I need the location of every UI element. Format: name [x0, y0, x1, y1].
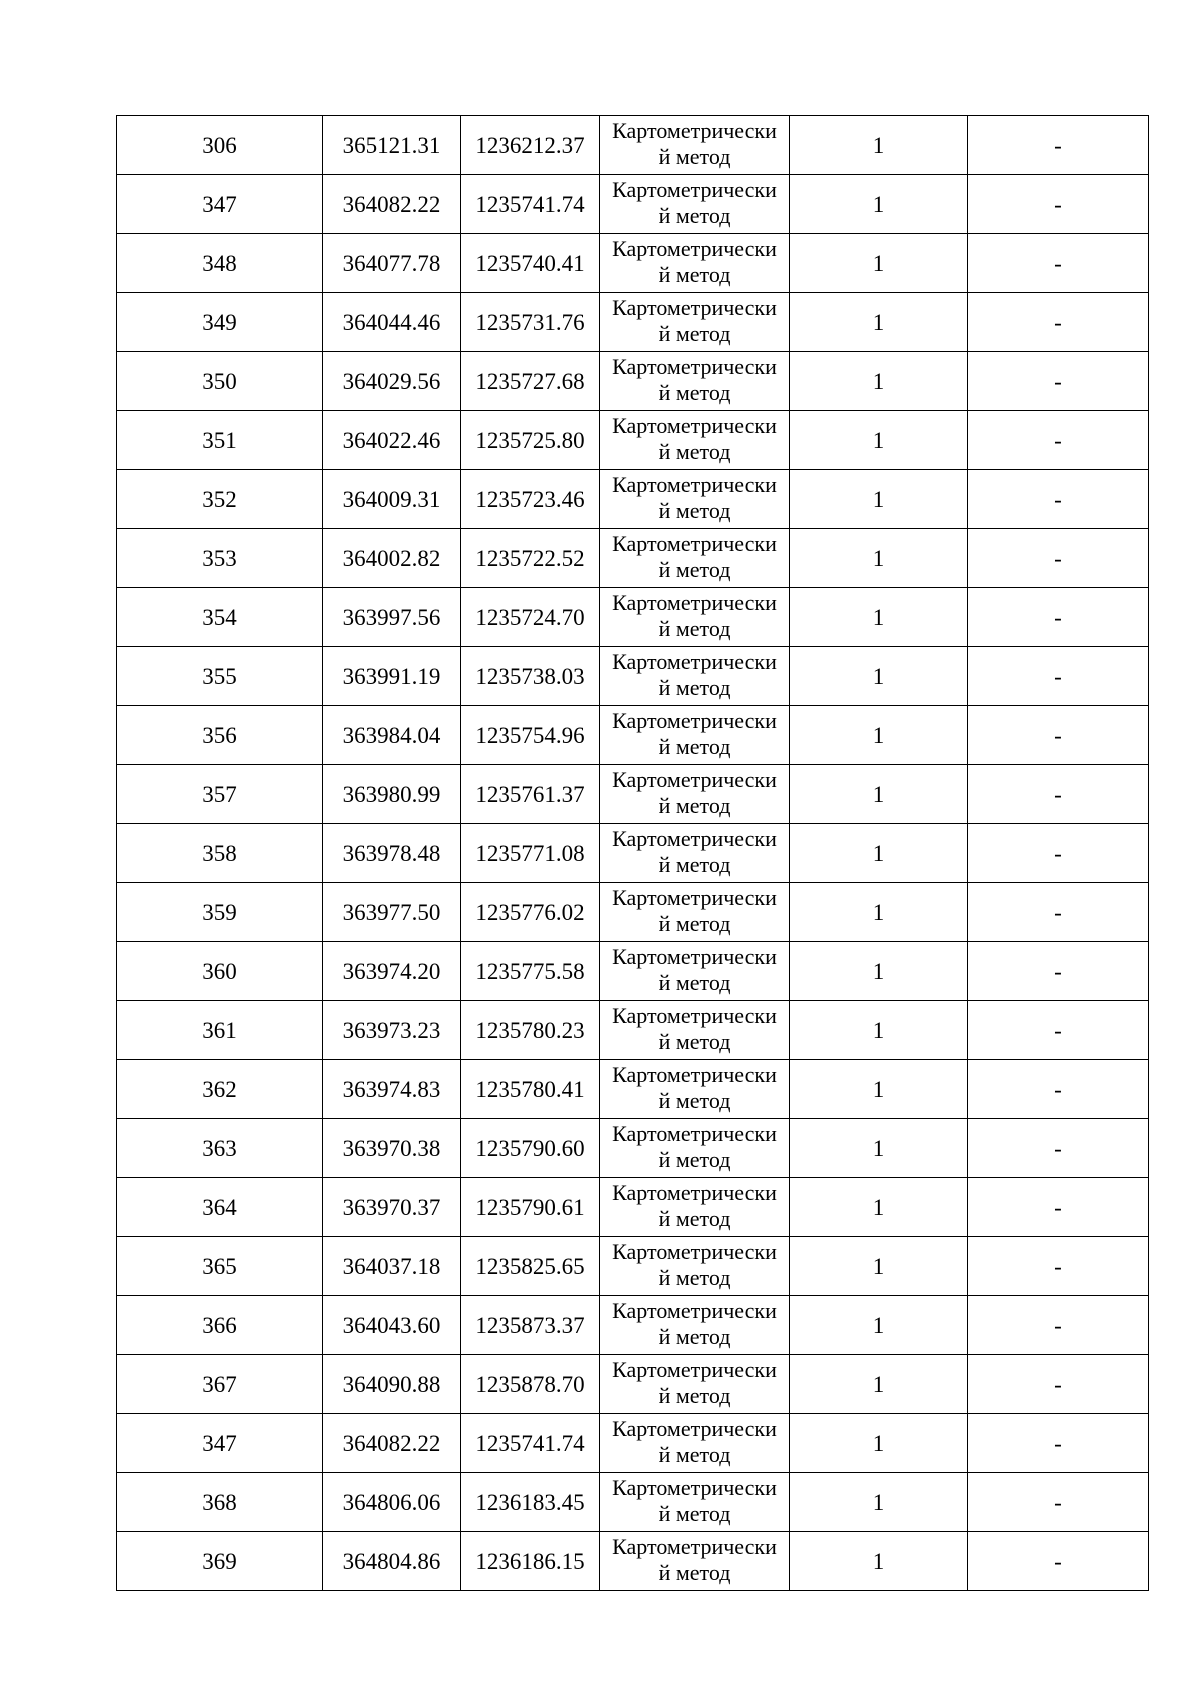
x-coordinate-cell: 364009.31 [323, 470, 461, 529]
y-coordinate-cell: 1235780.41 [461, 1060, 600, 1119]
method-line-2: й метод [658, 321, 731, 346]
note-cell: - [968, 1060, 1149, 1119]
note-cell: - [968, 1414, 1149, 1473]
method-cell [600, 234, 790, 293]
method-line-2: й метод [658, 380, 731, 405]
table-row [117, 1296, 1149, 1355]
x-coordinate-cell: 365121.31 [323, 116, 461, 175]
x-coordinate-cell: 363984.04 [323, 706, 461, 765]
method-cell [600, 706, 790, 765]
note-cell: - [968, 883, 1149, 942]
method-line-2: й метод [658, 1383, 731, 1408]
accuracy-cell: 1 [790, 352, 968, 411]
x-coordinate-cell: 363978.48 [323, 824, 461, 883]
method-line-1: Картометрически [612, 472, 777, 497]
point-number-cell: 360 [117, 942, 323, 1001]
point-number-cell: 354 [117, 588, 323, 647]
y-coordinate-cell: 1235754.96 [461, 706, 600, 765]
accuracy-cell: 1 [790, 175, 968, 234]
method-line-1: Картометрически [612, 354, 777, 379]
accuracy-cell: 1 [790, 1178, 968, 1237]
table-row [117, 352, 1149, 411]
y-coordinate-cell: 1235741.74 [461, 175, 600, 234]
y-coordinate-cell: 1235727.68 [461, 352, 600, 411]
point-number-cell: 352 [117, 470, 323, 529]
accuracy-cell: 1 [790, 942, 968, 1001]
method-line-1: Картометрически [612, 1475, 777, 1500]
table-row [117, 116, 1149, 175]
accuracy-cell: 1 [790, 647, 968, 706]
x-coordinate-cell: 364806.06 [323, 1473, 461, 1532]
accuracy-cell: 1 [790, 116, 968, 175]
method-line-1: Картометрически [612, 590, 777, 615]
x-coordinate-cell: 363977.50 [323, 883, 461, 942]
method-line-2: й метод [658, 616, 731, 641]
y-coordinate-cell: 1235761.37 [461, 765, 600, 824]
accuracy-cell: 1 [790, 1296, 968, 1355]
method-line-1: Картометрически [612, 531, 777, 556]
note-cell: - [968, 706, 1149, 765]
y-coordinate-cell: 1235780.23 [461, 1001, 600, 1060]
method-cell [600, 1060, 790, 1119]
method-line-1: Картометрически [612, 1239, 777, 1264]
point-number-cell: 363 [117, 1119, 323, 1178]
method-line-2: й метод [658, 1147, 731, 1172]
y-coordinate-cell: 1236212.37 [461, 116, 600, 175]
method-line-1: Картометрически [612, 236, 777, 261]
table-row [117, 942, 1149, 1001]
y-coordinate-cell: 1235724.70 [461, 588, 600, 647]
y-coordinate-cell: 1235775.58 [461, 942, 600, 1001]
point-number-cell: 347 [117, 175, 323, 234]
method-cell [600, 352, 790, 411]
method-line-2: й метод [658, 1206, 731, 1231]
y-coordinate-cell: 1235741.74 [461, 1414, 600, 1473]
method-line-1: Картометрически [612, 413, 777, 438]
x-coordinate-cell: 364029.56 [323, 352, 461, 411]
point-number-cell: 306 [117, 116, 323, 175]
method-line-2: й метод [658, 1560, 731, 1585]
note-cell: - [968, 529, 1149, 588]
y-coordinate-cell: 1235771.08 [461, 824, 600, 883]
note-cell: - [968, 116, 1149, 175]
point-number-cell: 368 [117, 1473, 323, 1532]
point-number-cell: 361 [117, 1001, 323, 1060]
method-line-2: й метод [658, 970, 731, 995]
table-row [117, 1355, 1149, 1414]
method-line-1: Картометрически [612, 1180, 777, 1205]
accuracy-cell: 1 [790, 411, 968, 470]
table-row [117, 1001, 1149, 1060]
method-line-1: Картометрически [612, 1003, 777, 1028]
note-cell: - [968, 765, 1149, 824]
method-cell [600, 824, 790, 883]
table-row [117, 470, 1149, 529]
method-cell [600, 765, 790, 824]
accuracy-cell: 1 [790, 706, 968, 765]
point-number-cell: 362 [117, 1060, 323, 1119]
method-line-2: й метод [658, 911, 731, 936]
note-cell: - [968, 588, 1149, 647]
method-line-2: й метод [658, 144, 731, 169]
x-coordinate-cell: 364037.18 [323, 1237, 461, 1296]
y-coordinate-cell: 1235722.52 [461, 529, 600, 588]
x-coordinate-cell: 363973.23 [323, 1001, 461, 1060]
method-line-1: Картометрически [612, 649, 777, 674]
note-cell: - [968, 1178, 1149, 1237]
note-cell: - [968, 293, 1149, 352]
table-row [117, 824, 1149, 883]
method-cell [600, 175, 790, 234]
point-number-cell: 367 [117, 1355, 323, 1414]
accuracy-cell: 1 [790, 529, 968, 588]
x-coordinate-cell: 364044.46 [323, 293, 461, 352]
x-coordinate-cell: 363974.83 [323, 1060, 461, 1119]
point-number-cell: 369 [117, 1532, 323, 1591]
y-coordinate-cell: 1235873.37 [461, 1296, 600, 1355]
note-cell: - [968, 1119, 1149, 1178]
point-number-cell: 347 [117, 1414, 323, 1473]
accuracy-cell: 1 [790, 470, 968, 529]
y-coordinate-cell: 1235878.70 [461, 1355, 600, 1414]
method-cell [600, 1414, 790, 1473]
table-row [117, 883, 1149, 942]
x-coordinate-cell: 364077.78 [323, 234, 461, 293]
method-line-2: й метод [658, 498, 731, 523]
table-row [117, 1414, 1149, 1473]
x-coordinate-cell: 363970.37 [323, 1178, 461, 1237]
y-coordinate-cell: 1235723.46 [461, 470, 600, 529]
x-coordinate-cell: 363974.20 [323, 942, 461, 1001]
point-number-cell: 355 [117, 647, 323, 706]
method-line-1: Картометрически [612, 1062, 777, 1087]
table-row [117, 765, 1149, 824]
y-coordinate-cell: 1235790.60 [461, 1119, 600, 1178]
x-coordinate-cell: 363980.99 [323, 765, 461, 824]
method-cell [600, 1001, 790, 1060]
point-number-cell: 366 [117, 1296, 323, 1355]
accuracy-cell: 1 [790, 1001, 968, 1060]
table-row [117, 175, 1149, 234]
x-coordinate-cell: 364022.46 [323, 411, 461, 470]
note-cell: - [968, 175, 1149, 234]
note-cell: - [968, 647, 1149, 706]
x-coordinate-cell: 364043.60 [323, 1296, 461, 1355]
point-number-cell: 364 [117, 1178, 323, 1237]
method-line-1: Картометрически [612, 1121, 777, 1146]
method-line-2: й метод [658, 557, 731, 582]
x-coordinate-cell: 364804.86 [323, 1532, 461, 1591]
method-cell [600, 1296, 790, 1355]
note-cell: - [968, 1355, 1149, 1414]
point-number-cell: 348 [117, 234, 323, 293]
note-cell: - [968, 234, 1149, 293]
method-cell [600, 1532, 790, 1591]
note-cell: - [968, 411, 1149, 470]
accuracy-cell: 1 [790, 588, 968, 647]
table-body [117, 116, 1149, 1591]
method-line-2: й метод [658, 203, 731, 228]
table-row [117, 234, 1149, 293]
x-coordinate-cell: 363970.38 [323, 1119, 461, 1178]
table-row [117, 706, 1149, 765]
point-number-cell: 356 [117, 706, 323, 765]
accuracy-cell: 1 [790, 1119, 968, 1178]
accuracy-cell: 1 [790, 1473, 968, 1532]
note-cell: - [968, 1296, 1149, 1355]
note-cell: - [968, 1532, 1149, 1591]
method-line-1: Картометрически [612, 1357, 777, 1382]
table-row [117, 1178, 1149, 1237]
method-line-2: й метод [658, 1265, 731, 1290]
method-line-1: Картометрически [612, 885, 777, 910]
method-line-1: Картометрически [612, 767, 777, 792]
method-line-2: й метод [658, 1442, 731, 1467]
coordinates-table [116, 115, 1149, 1591]
note-cell: - [968, 1473, 1149, 1532]
method-line-2: й метод [658, 439, 731, 464]
method-cell [600, 883, 790, 942]
method-line-2: й метод [658, 1088, 731, 1113]
method-line-1: Картометрически [612, 944, 777, 969]
method-line-1: Картометрически [612, 1298, 777, 1323]
method-line-1: Картометрически [612, 177, 777, 202]
accuracy-cell: 1 [790, 234, 968, 293]
method-line-2: й метод [658, 262, 731, 287]
method-line-1: Картометрически [612, 295, 777, 320]
y-coordinate-cell: 1236186.15 [461, 1532, 600, 1591]
y-coordinate-cell: 1235825.65 [461, 1237, 600, 1296]
y-coordinate-cell: 1236183.45 [461, 1473, 600, 1532]
note-cell: - [968, 470, 1149, 529]
point-number-cell: 351 [117, 411, 323, 470]
y-coordinate-cell: 1235731.76 [461, 293, 600, 352]
accuracy-cell: 1 [790, 1532, 968, 1591]
method-cell [600, 116, 790, 175]
accuracy-cell: 1 [790, 824, 968, 883]
method-cell [600, 647, 790, 706]
point-number-cell: 350 [117, 352, 323, 411]
method-line-2: й метод [658, 675, 731, 700]
table-row [117, 1473, 1149, 1532]
accuracy-cell: 1 [790, 1355, 968, 1414]
table-row [117, 588, 1149, 647]
y-coordinate-cell: 1235740.41 [461, 234, 600, 293]
point-number-cell: 358 [117, 824, 323, 883]
method-cell [600, 1119, 790, 1178]
method-line-2: й метод [658, 1029, 731, 1054]
point-number-cell: 365 [117, 1237, 323, 1296]
accuracy-cell: 1 [790, 293, 968, 352]
method-cell [600, 588, 790, 647]
method-line-1: Картометрически [612, 118, 777, 143]
table-row [117, 1237, 1149, 1296]
table-row [117, 1532, 1149, 1591]
table-row [117, 1060, 1149, 1119]
accuracy-cell: 1 [790, 765, 968, 824]
note-cell: - [968, 1237, 1149, 1296]
point-number-cell: 349 [117, 293, 323, 352]
method-line-1: Картометрически [612, 1416, 777, 1441]
table-row [117, 1119, 1149, 1178]
point-number-cell: 353 [117, 529, 323, 588]
x-coordinate-cell: 363991.19 [323, 647, 461, 706]
y-coordinate-cell: 1235776.02 [461, 883, 600, 942]
accuracy-cell: 1 [790, 883, 968, 942]
table-row [117, 293, 1149, 352]
method-line-2: й метод [658, 734, 731, 759]
table-row [117, 529, 1149, 588]
method-cell [600, 1178, 790, 1237]
x-coordinate-cell: 364082.22 [323, 175, 461, 234]
accuracy-cell: 1 [790, 1414, 968, 1473]
point-number-cell: 359 [117, 883, 323, 942]
x-coordinate-cell: 364002.82 [323, 529, 461, 588]
method-cell [600, 942, 790, 1001]
note-cell: - [968, 1001, 1149, 1060]
method-line-2: й метод [658, 1501, 731, 1526]
table-row [117, 647, 1149, 706]
y-coordinate-cell: 1235738.03 [461, 647, 600, 706]
method-cell [600, 470, 790, 529]
method-cell [600, 529, 790, 588]
method-cell [600, 293, 790, 352]
x-coordinate-cell: 364082.22 [323, 1414, 461, 1473]
y-coordinate-cell: 1235725.80 [461, 411, 600, 470]
y-coordinate-cell: 1235790.61 [461, 1178, 600, 1237]
accuracy-cell: 1 [790, 1060, 968, 1119]
x-coordinate-cell: 363997.56 [323, 588, 461, 647]
x-coordinate-cell: 364090.88 [323, 1355, 461, 1414]
method-cell [600, 411, 790, 470]
method-line-2: й метод [658, 793, 731, 818]
method-line-1: Картометрически [612, 1534, 777, 1559]
method-line-1: Картометрически [612, 826, 777, 851]
method-line-2: й метод [658, 1324, 731, 1349]
point-number-cell: 357 [117, 765, 323, 824]
method-cell [600, 1473, 790, 1532]
accuracy-cell: 1 [790, 1237, 968, 1296]
note-cell: - [968, 942, 1149, 1001]
table-row [117, 411, 1149, 470]
method-cell [600, 1355, 790, 1414]
method-line-2: й метод [658, 852, 731, 877]
method-cell [600, 1237, 790, 1296]
note-cell: - [968, 824, 1149, 883]
method-line-1: Картометрически [612, 708, 777, 733]
note-cell: - [968, 352, 1149, 411]
